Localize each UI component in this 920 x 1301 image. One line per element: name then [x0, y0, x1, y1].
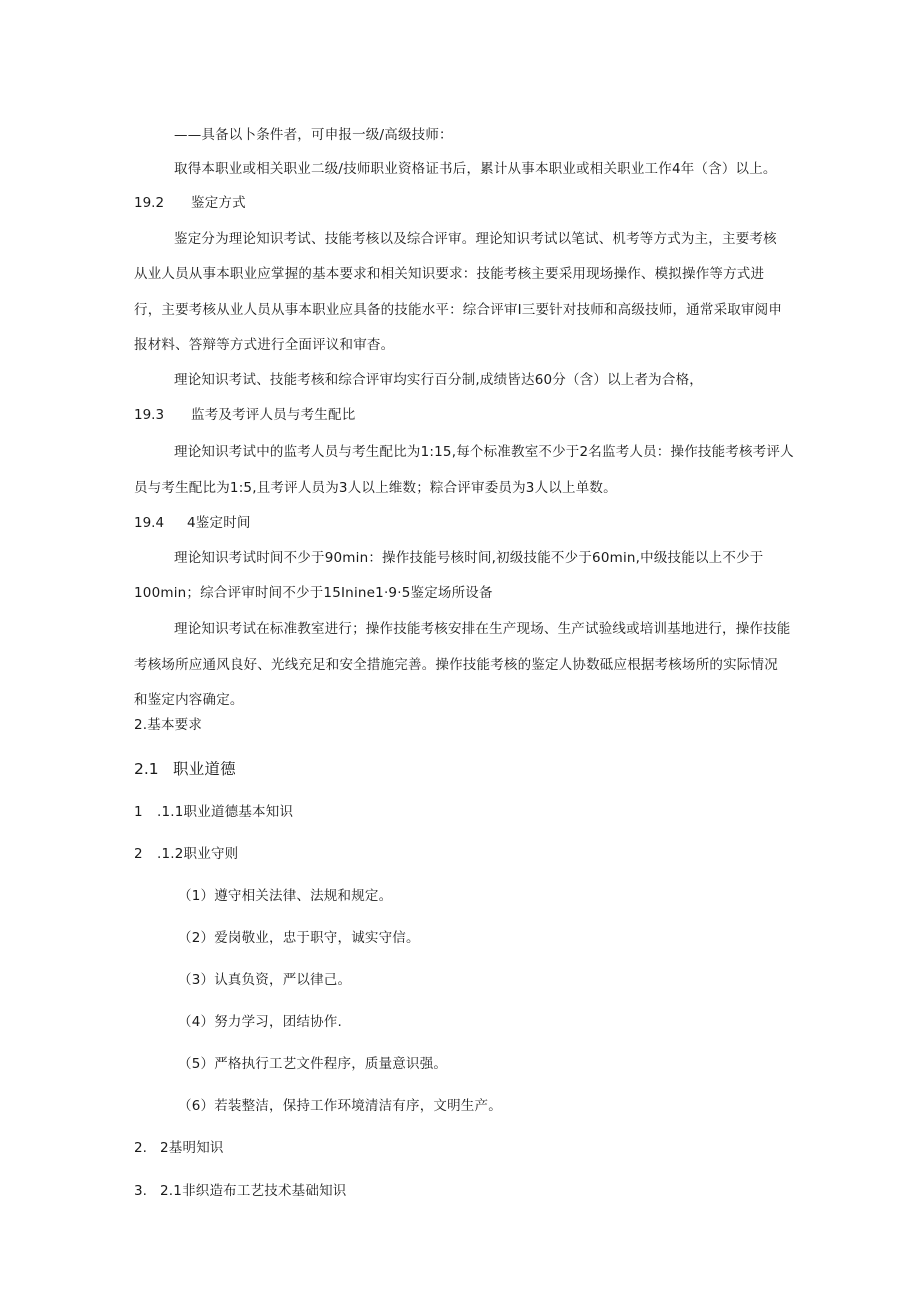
paragraph-venue-line-1: 理论知识考试在标准教室进行；操作技能考核安排在生产现场、生产试验线或培训基地进行，操作技能 — [174, 621, 791, 637]
section-title-identification-method: 鉴定方式 — [191, 195, 246, 211]
paragraph-ratio-line-2: 员与考生配比为1:5,且考评人员为3人以上维数；粽合评审委员为3人以上单数。 — [134, 480, 617, 496]
paragraph-method-line-4: 报材料、答辩等方式进行全面评议和审杳。 — [134, 337, 395, 353]
rule-item-2: （2）爱岗敬业，忠于职守，诚实守信。 — [178, 930, 420, 946]
heading-basic-requirements: 2.基本要求 — [134, 717, 203, 733]
rule-item-1: （1）遵守相关法律、法规和规定。 — [178, 888, 393, 904]
paragraph-qualification-senior: ——具备以卜条件者，可申报一级/高级技师： — [174, 127, 453, 143]
rule-item-4: （4）努力学习，团结协作. — [178, 1014, 342, 1030]
list-number-1: 1 — [134, 804, 143, 820]
list-item-code-of-conduct: .1.2职业守则 — [157, 846, 239, 862]
list-item-nonwoven-process: 2.1非织造布工艺技术基础知识 — [160, 1183, 347, 1199]
section-number-19-4: 19.4 — [134, 515, 165, 531]
paragraph-venue-line-3: 和鉴定内容确定。 — [134, 692, 244, 708]
section-number-19-2: 19.2 — [134, 195, 165, 211]
section-number-19-3: 19.3 — [134, 407, 165, 423]
paragraph-venue-line-2: 考核场所应通风良好、光线充足和安全措施完善。操作技能考核的鉴定人协数砥应根据考核场所的实际情况 — [134, 657, 778, 673]
rule-item-5: （5）严格执行工艺文件程序，质量意识强。 — [178, 1056, 448, 1072]
section-number-2-1: 2.1 — [134, 760, 159, 778]
list-number-3-dot: 3. — [134, 1183, 147, 1199]
list-item-basic-knowledge: 2基明知识 — [160, 1140, 224, 1156]
section-title-identification-time: 4鉴定时间 — [187, 515, 251, 531]
paragraph-passing-score: 理论知识考试、技能考核和综合评审均实行百分制,成绩皆达60分（含）以上者为合格， — [174, 372, 703, 388]
section-title-professional-ethics: 职业道德 — [173, 760, 236, 778]
paragraph-method-line-3: 行，主要考核从业人员从事本职业应具备的技能水平：综合评审I三要针对技师和高级技师，通常采取审阅申 — [134, 302, 783, 318]
paragraph-method-line-2: 从业人员从事本职业应掌握的基本要求和相关知识要求：技能考核主要采用现场操作、模拟操作等方式进 — [134, 266, 765, 282]
list-number-2-dot: 2. — [134, 1140, 147, 1156]
rule-item-6: （6）若装整洁，保持工作环境清洁有序，文明生产。 — [178, 1098, 502, 1114]
paragraph-qualification-detail: 取得本职业或相关职业二级/技师职业资格证书后，累计从事本职业或相关职业工作4年（含）以上。 — [174, 161, 777, 177]
paragraph-time-line-1: 理论知识考试时间不少于90min：操作技能号核时间,初级技能不少于60min,中级技能以上不少于 — [174, 550, 764, 566]
list-number-2: 2 — [134, 846, 143, 862]
list-item-ethics-basics: .1.1职业道德基本知识 — [157, 804, 294, 820]
rule-item-3: （3）认真负资，严以律己。 — [178, 972, 352, 988]
paragraph-time-line-2: 100min；综合评审时间不少于15Inine1·9·5鉴定场所设备 — [134, 585, 493, 601]
section-title-proctor-ratio: 监考及考评人员与考生配比 — [191, 407, 356, 423]
paragraph-method-line-1: 鉴定分为理论知识考试、技能考核以及综合评审。理论知识考试以笔试、机考等方式为主，主要考核 — [174, 231, 777, 247]
paragraph-ratio-line-1: 理论知识考试中的监考人员与考生配比为1:15,每个标准教室不少于2名监考人员：操作技能考核考评人 — [174, 444, 794, 460]
